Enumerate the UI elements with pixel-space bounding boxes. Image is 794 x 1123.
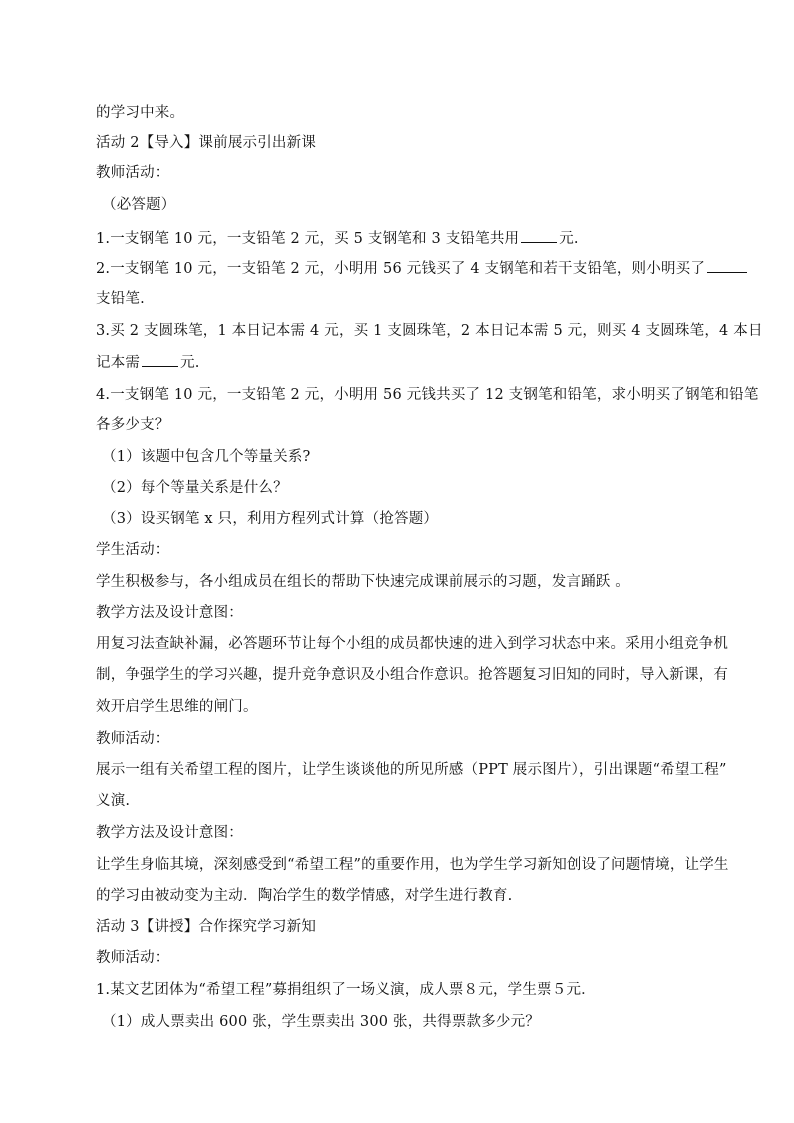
paragraph-line: 效开启学生思维的闸门。 <box>96 699 258 715</box>
question-3-continued <box>96 352 700 373</box>
question-1-text: 1.一支钢笔 10 元，一支铅笔 2 元，买 5 支钢笔和 3 支铅笔共用 <box>96 231 520 247</box>
section-label: 教师活动： <box>96 165 170 181</box>
question-3-unit: 元. <box>180 355 200 371</box>
activity-heading: 活动 2【导入】课前展示引出新课 <box>96 135 317 151</box>
sub-question-2: （2）每个等量关系是什么？ <box>102 480 288 496</box>
question-1-unit: 元. <box>559 231 579 247</box>
paragraph-line: 制，争强学生的学习兴趣，提升竞争意识及小组合作意识。抢答题复习旧知的同时，导入新课，有 <box>96 667 729 683</box>
paragraph-line: 用复习法查缺补漏，必答题环节让每个小组的成员都快速的进入到学习状态中来。采用小组竞争机 <box>96 636 729 652</box>
sub-question-1: （1）成人票卖出 600 张，学生票卖出 300 张，共得票款多少元？ <box>102 1014 541 1030</box>
question-2-text: 2.一支钢笔 10 元，一支铅笔 2 元，小明用 56 元钱买了 4 支钢笔和若干支铅笔，则小明买了 <box>96 261 706 277</box>
sub-question-3: （3）设买钢笔 x 只，利用方程列式计算（抢答题） <box>102 511 439 527</box>
answer-blank <box>521 228 557 243</box>
text-line: 的学习中来。 <box>96 105 185 121</box>
question-2 <box>96 258 706 279</box>
question-4-continued: 各多少支？ <box>96 417 170 433</box>
question-type-label: （必答题） <box>102 197 176 213</box>
section-label: 教学方法及设计意图： <box>96 605 243 621</box>
sub-question-1: （1）该题中包含几个等量关系? <box>102 449 311 465</box>
paragraph-line: 让学生身临其境，深刻感受到“希望工程”的重要作用，也为学生学习新知创设了问题情境，让学生 <box>96 857 729 873</box>
question-1 <box>96 228 700 249</box>
paragraph-line: 的学习由被动变为主动．陶冶学生的数学情感，对学生进行教育. <box>96 888 513 904</box>
problem-statement: 1.某文艺团体为“希望工程”募捐组织了一场义演，成人票８元，学生票５元． <box>96 982 596 998</box>
question-3-text: 记本需 <box>96 355 141 371</box>
paragraph-line: 学生积极参与，各小组成员在组长的帮助下快速完成课前展示的习题，发言踊跃 。 <box>96 574 631 590</box>
paragraph-line: 展示一组有关希望工程的图片，让学生谈谈他的所见所感（PPT 展示图片），引出课题“希望工程” <box>96 762 727 778</box>
section-label: 教师活动： <box>96 731 170 747</box>
activity-heading: 活动 3【讲授】合作探究学习新知 <box>96 919 317 935</box>
answer-blank <box>707 258 747 273</box>
question-4: 4.一支钢笔 10 元，一支铅笔 2 元，小明用 56 元钱共买了 12 支钢笔和铅笔，求小明买了钢笔和铅笔 <box>96 387 759 403</box>
answer-blank <box>142 352 178 367</box>
question-2-continued: 支铅笔. <box>96 291 145 307</box>
section-label: 学生活动： <box>96 542 170 558</box>
question-3: 3.买 2 支圆珠笔，1 本日记本需 4 元，买 1 支圆珠笔，2 本日记本需 5 元，则买 4 支圆珠笔，4 本日 <box>96 323 763 339</box>
section-label: 教师活动： <box>96 950 170 966</box>
section-label: 教学方法及设计意图： <box>96 825 243 841</box>
paragraph-line: 义演. <box>96 793 131 809</box>
